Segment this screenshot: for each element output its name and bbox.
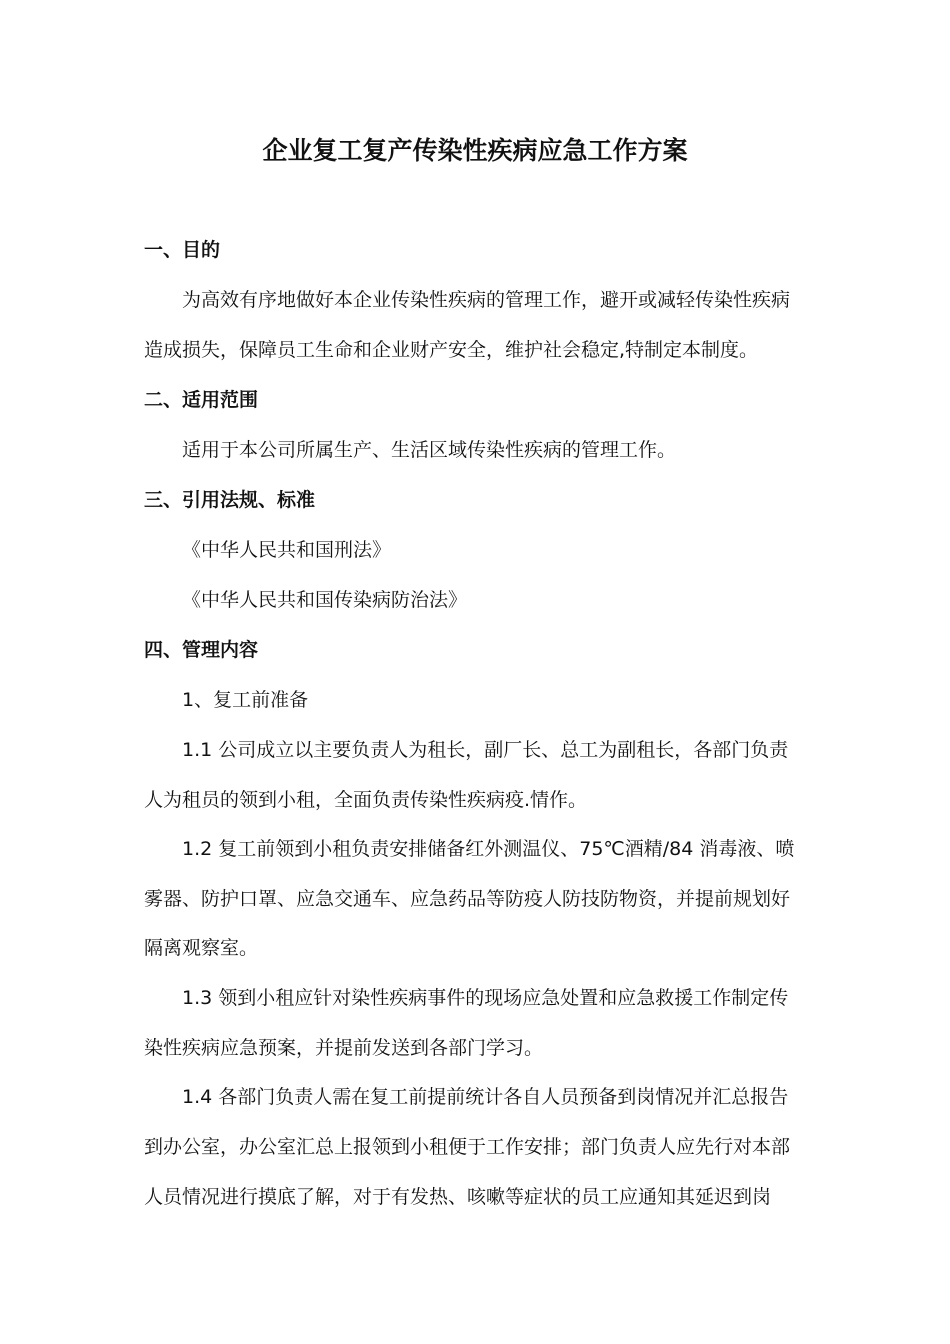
paragraph-line: 人为租员的领到小租，全面负责传染性疾病疫.情作。 [144,789,588,811]
paragraph-line: 染性疾病应急预案，并提前发送到各部门学习。 [144,1037,544,1059]
paragraph-line: 雾器、防护口罩、应急交通车、应急药品等防疫人防技防物资，并提前规划好 [144,888,791,910]
paragraph-line: 造成损失，保障员工生命和企业财产安全，维护社会稳定,特制定本制度。 [144,339,759,361]
paragraph-line: 人员情况进行摸底了解，对于有发热、咳嗽等症状的员工应通知其延迟到岗 [144,1186,772,1208]
paragraph-line: 为高效有序地做好本企业传染性疾病的管理工作，避开或减轻传染性疾病 [182,289,791,311]
subsection-heading: 1、复工前准备 [182,689,309,711]
paragraph-line: 适用于本公司所属生产、生活区域传染性疾病的管理工作。 [182,439,677,461]
section-heading-purpose: 一、目的 [144,239,221,261]
section-heading-management: 四、管理内容 [144,639,259,661]
paragraph-line: 1.4 各部门负责人需在复工前提前统计各自人员预备到岗情况并汇总报告 [182,1086,789,1108]
paragraph-line: 到办公室，办公室汇总上报领到小租便于工作安排；部门负责人应先行对本部 [144,1136,791,1158]
paragraph-line: 1.2 复工前领到小租负责安排储备红外测温仪、75℃酒精/84 消毒液、喷 [182,838,795,860]
paragraph-line: 隔离观察室。 [144,937,259,959]
reference-item: 《中华人民共和国传染病防治法》 [182,589,468,611]
paragraph-line: 1.3 领到小租应针对染性疾病事件的现场应急处置和应急救援工作制定传 [182,987,789,1009]
paragraph-line: 1.1 公司成立以主要负责人为租长，副厂长、总工为副租长，各部门负责 [182,739,789,761]
reference-item: 《中华人民共和国刑法》 [182,539,392,561]
document-title: 企业复工复产传染性疾病应急工作方案 [262,136,688,165]
section-heading-references: 三、引用法规、标准 [144,489,316,511]
section-heading-scope: 二、适用范围 [144,389,259,411]
